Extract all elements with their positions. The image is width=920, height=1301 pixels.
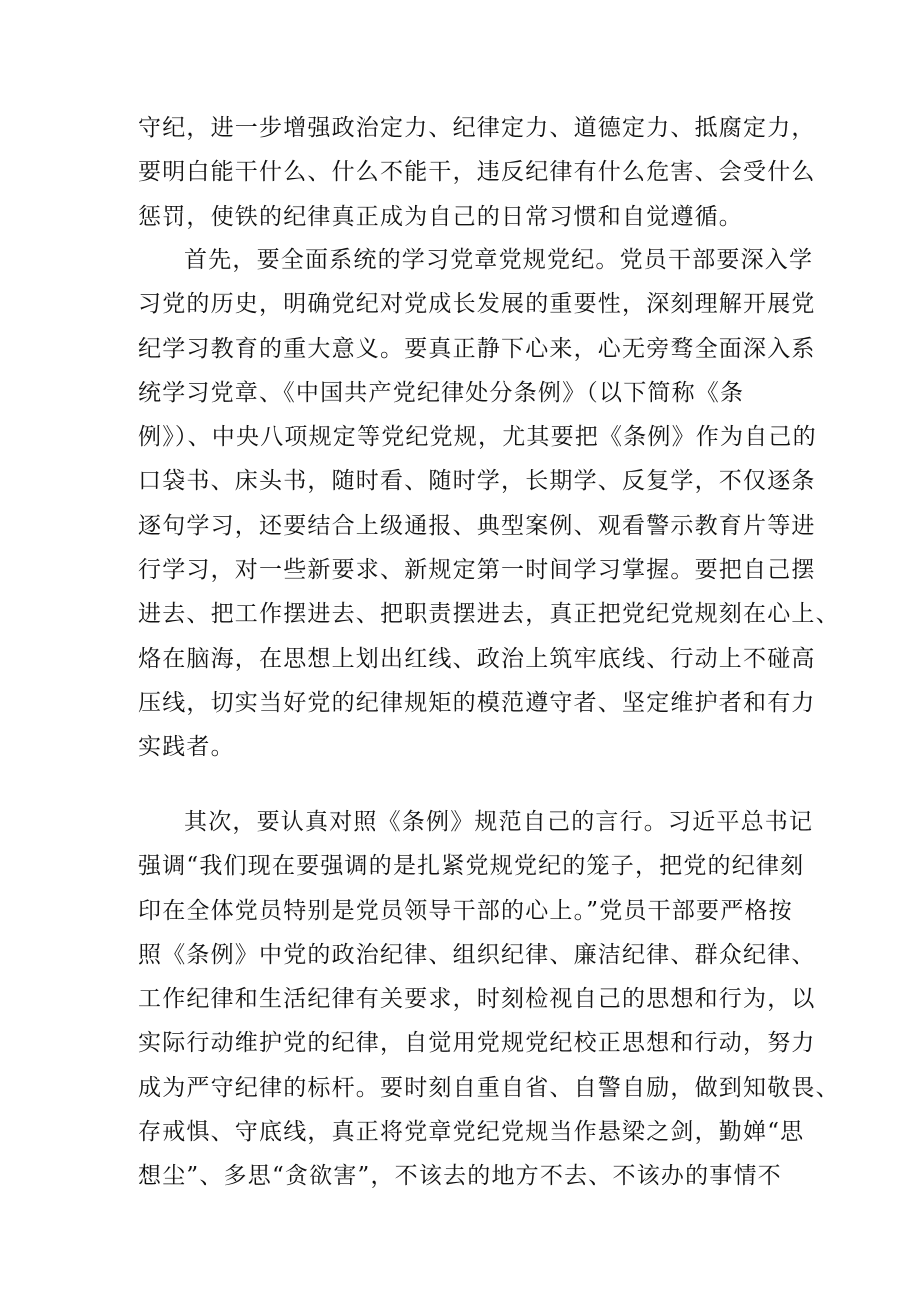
text-line: 要明白能干什么、什么不能干，违反纪律有什么危害、会受什么 — [138, 159, 816, 186]
text-line: 印在全体党员特别是党员领导干部的心上。”党员干部要严格按 — [138, 897, 793, 924]
paragraph-3 — [138, 800, 840, 1199]
text-line: 例》）、中央八项规定等党纪党规，尤其要把《条例》作为自己的 — [138, 424, 817, 451]
text-line: 口袋书、床头书，随时看、随时学，长期学、反复学，不仅逐条 — [138, 468, 816, 495]
text-line: 照《条例》中党的政治纪律、组织纪律、廉洁纪律、群众纪律、 — [138, 941, 816, 968]
text-line: 想尘”、多思“贪欲害”，不该去的地方不去、不该办的事情不 — [138, 1163, 782, 1190]
text-line: 工作纪律和生活纪律有关要求，时刻检视自己的思想和行为，以 — [138, 986, 816, 1013]
text-line: 行学习，对一些新要求、新规定第一时间学习掌握。要把自己摆 — [138, 557, 816, 584]
text-line: 其次，要认真对照《条例》规范自己的言行。习近平总书记 — [184, 809, 814, 835]
text-line: 首先，要全面系统的学习党章党规党纪。党员干部要深入学 — [184, 247, 814, 273]
text-line: 逐句学习，还要结合上级通报、典型案例、观看警示教育片等进 — [138, 512, 816, 539]
text-line: 烙在脑海，在思想上划出红线、政治上筑牢底线、行动上不碰高 — [138, 645, 816, 672]
text-line: 进去、把工作摆进去、把职责摆进去，真正把党纪党规刻在心上、 — [138, 601, 840, 628]
text-line: 存戒惧、守底线，真正将党章党纪党规当作悬梁之剑，勤婵“思 — [138, 1119, 805, 1146]
text-line: 实际行动维护党的纪律，自觉用党规党纪校正思想和行动，努力 — [138, 1030, 816, 1057]
text-line: 实践者。 — [138, 734, 235, 761]
text-line: 强调“我们现在要强调的是扎紧党规党纪的笼子，把党的纪律刻 — [138, 853, 805, 880]
text-line: 纪学习教育的重大意义。要真正静下心来，心无旁骛全面深入系 — [138, 335, 816, 362]
text-line: 成为严守纪律的标杆。要时刻自重自省、自警自励，做到知敬畏、 — [138, 1074, 840, 1101]
paragraph-1 — [138, 106, 816, 239]
text-line: 统学习党章、《中国共产党纪律处分条例》（以下简称《条 — [138, 379, 745, 406]
text-line: 惩罚，使铁的纪律真正成为自己的日常习惯和自觉遵循。 — [138, 203, 743, 230]
text-line: 守纪，进一步增强政治定力、纪律定力、道德定力、抵腐定力， — [138, 115, 816, 141]
paragraph-2 — [138, 238, 840, 770]
text-line: 压线，切实当好党的纪律规矩的模范遵守者、坚定维护者和有力 — [138, 689, 816, 716]
text-line: 习党的历史，明确党纪对党成长发展的重要性，深刻理解开展党 — [138, 291, 816, 318]
